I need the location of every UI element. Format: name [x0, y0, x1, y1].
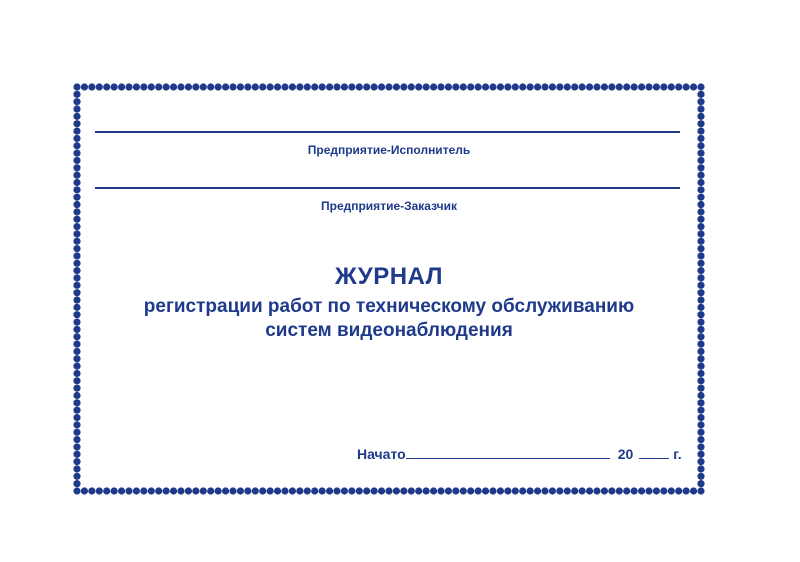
executor-label: Предприятие-Исполнитель — [307, 143, 471, 157]
year-suffix: г. — [673, 446, 682, 462]
year-prefix: 20 — [617, 446, 634, 462]
journal-subtitle — [73, 295, 705, 343]
started-date-blank — [406, 446, 610, 459]
started-label: Начато — [357, 446, 406, 462]
journal-cover — [73, 83, 705, 495]
customer-line — [95, 187, 680, 189]
started-field — [357, 446, 682, 462]
journal-subtitle-line-2: систем видеонаблюдения — [265, 320, 513, 341]
year-blank — [639, 446, 669, 459]
journal-title: ЖУРНАЛ — [334, 263, 444, 290]
executor-line — [95, 131, 680, 133]
journal-subtitle-line-1: регистрации работ по техническому обслуживанию — [143, 296, 635, 317]
customer-label: Предприятие-Заказчик — [320, 199, 457, 213]
